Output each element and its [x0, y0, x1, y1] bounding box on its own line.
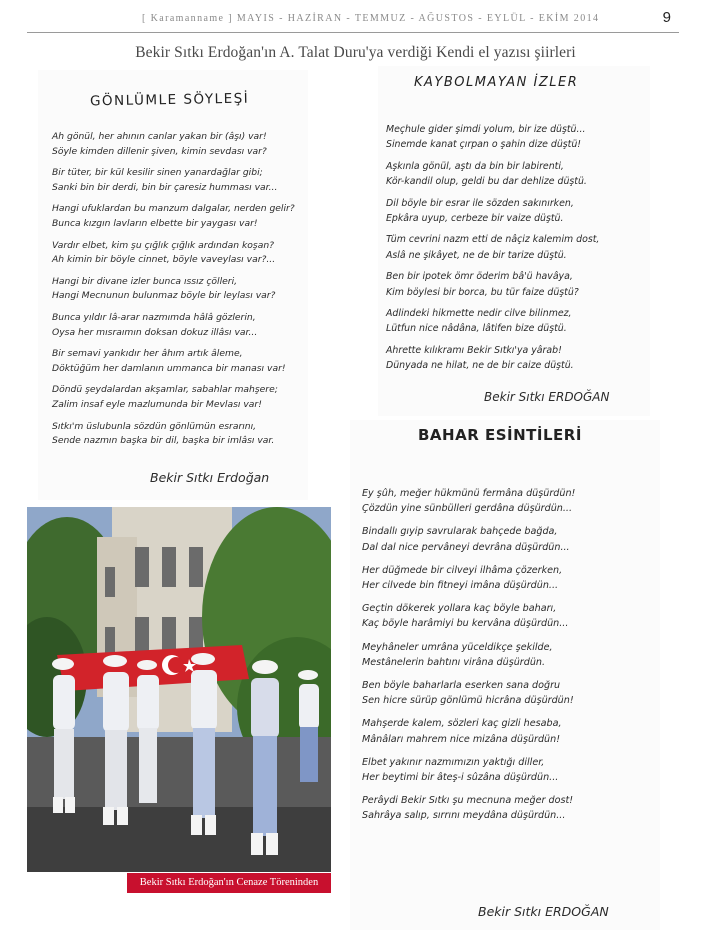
poem2-title: KAYBOLMAYAN İZLER: [414, 75, 579, 90]
poem1-line: Döktüğüm her damlanın ummanca bir manası var!: [52, 362, 286, 374]
poem3-line: Ey şûh, meğer hükmünü fermâna düşürdün!: [362, 488, 576, 499]
poem3-line: Her beytimi bir âteş-i sûzâna düşürdün...: [362, 772, 559, 784]
poem3-line: Elbet yakınır nazmımızın yaktığı diller,: [362, 756, 545, 768]
poem2-line: Kör-kandil olup, geldi bu dar dehlize düştü.: [386, 176, 587, 188]
poem1-line: Döndü şeydalardan akşamlar, sabahlar mahşere;: [52, 384, 278, 396]
poem3-line: Kaç böyle harâmiyi bu kervâna düşürdün...: [362, 618, 569, 630]
poem3-line: Bindallı gıyip savrularak bahçede bağda,: [362, 526, 558, 538]
poem3-line: Ben böyle baharlarla eserken sana doğru: [362, 680, 561, 692]
poem3-line: Her düğmede bir cilveyi ilhâma çözerken,: [362, 564, 563, 576]
poem2-line: Lütfun nice nâdâna, lâtifen bize düştü.: [386, 323, 567, 335]
running-header: [27, 10, 679, 33]
poem3-line: Mahşerde kalem, sözleri kaç gizli hesaba,: [362, 718, 562, 730]
poem2-line: Aslâ ne şikâyet, ne de bir tarize düştü.: [386, 249, 567, 261]
poem3-line: Dal dal nice pervâneyi devrâna düşürdün...: [362, 541, 570, 553]
poem3-line: Geçtin dökerek yollara kaç böyle baharı,: [362, 603, 557, 615]
poem1-line: Sanki bin bir derdi, bin bir çaresiz humması var...: [52, 181, 278, 193]
running-head-text: [ Karamanname ] MAYIS - HAZİRAN - TEMMUZ - AĞUSTOS - EYLÜL - EKİM 2014: [142, 13, 600, 24]
poem3-line: Mestânelerin bahtını virâna düşürdün.: [362, 656, 546, 668]
poem2-line: Sinemde kanat çırpan o şahin dize düştü!: [386, 139, 582, 151]
poem1-line: Zalim insaf eyle mazlumunda bir Mevlası var!: [52, 398, 262, 410]
funeral-photo: [27, 507, 331, 872]
poem3-line: Sahrâya salıp, sırrını meydâna düşürdün...: [362, 810, 566, 822]
poem1-line: Söyle kimden dillenir şiven, kimin sevdası var?: [52, 145, 267, 157]
poem1-line: Hangi Mecnunun bulunmaz böyle bir leylası var?: [52, 290, 276, 302]
poem1-line: Hangi ufuklardan bu manzum dalgalar, nerden gelir?: [52, 203, 295, 215]
poem2-lines: [386, 122, 599, 374]
funeral-scene-illustration: [27, 507, 331, 872]
poem3-line: Her cilvede bin fitneyi imâna düşürdün...: [362, 580, 559, 592]
poem3-line: Çözdün yine sünbülleri gerdâna düşürdün...: [362, 503, 573, 515]
poem2-line: Ben bir ipotek ömr öderim bâ'ü havâya,: [386, 271, 573, 283]
poem1-line: Sende nazmın başka bir dil, başka bir imlâsı var.: [52, 435, 275, 447]
poem3-line: Sen hicre sürüp gönlümü hicrâna düşürdün!: [362, 695, 574, 707]
poem1-title: GÖNLÜMLE SÖYLEŞİ: [89, 90, 250, 110]
poem2-line: Dil böyle bir esrar ile sözden sakınırken,: [386, 197, 574, 209]
poem1-line: Bunca kızgın lavların elbette bir yaygası var!: [52, 217, 258, 229]
poem2-line: Meçhule gider şimdi yolum, bir ize düştü...: [386, 124, 586, 135]
poem1-line: Bir semavi yankıdır her âhım artık âleme,: [52, 348, 243, 360]
poem3-line: Perâydi Bekir Sıtkı şu mecnuna meğer dost!: [362, 795, 574, 807]
poem3-lines: [362, 486, 575, 824]
poem1-line: Ah kimin bir böyle cinnet, böyle vaveylası var?...: [52, 254, 276, 266]
poem3-line: Mânâları mahrem nice mizâna düşürdün!: [362, 733, 561, 745]
poem3-title: BAHAR ESİNTİLERİ: [418, 426, 582, 444]
poem1-line: Hangi bir divane izler bunca ıssız çölleri,: [52, 275, 238, 287]
page-title: Bekir Sıtkı Erdoğan'ın A. Talat Duru'ya verdiği Kendi el yazısı şiirleri: [135, 44, 576, 61]
poem2-line: Dünyada ne hilat, ne de bir caize düştü.: [386, 360, 574, 372]
poem2-line: Tüm cevrini nazm etti de nâçiz kalemim dost,: [386, 234, 600, 246]
poem1-line: Bunca yıldır lâ-arar nazmımda hâlâ gözlerin,: [52, 311, 256, 323]
poem1-line: Ah gönül, her ahının canlar yakan bir (âşı) var!: [52, 131, 267, 142]
poem2-sheet: [378, 66, 650, 416]
poem2-line: Ahrette kılıkramı Bekir Sıtkı'ya yârab!: [386, 344, 562, 356]
poem1-line: Vardır elbet, kim şu çığlık çığlık ardından koşan?: [52, 239, 275, 251]
poem1-line: Oysa her mısraımın doksan dokuz illâsı var...: [52, 326, 258, 338]
poem1-signature: Bekir Sıtkı Erdoğan: [150, 470, 270, 485]
poem3-sheet: [350, 420, 660, 930]
photo-caption: Bekir Sıtkı Erdoğan'ın Cenaze Töreninden: [127, 873, 331, 893]
poem1-line: Sıtkı'm üslubunla sözdün gönlümün esrarını,: [52, 420, 257, 432]
poem3-line: Meyhâneler umrâna yüceldikçe şekilde,: [362, 641, 553, 653]
poem1-lines: [52, 130, 295, 449]
poem1-line: Bir tüter, bir kül kesilir sinen yanardağlar gibi;: [52, 167, 263, 179]
poem2-line: Adlindeki hikmette nedir cilve bilinmez,: [386, 308, 572, 320]
poem2-line: Epkâra uyup, cerbeze bir vaize düştü.: [386, 213, 564, 225]
poem2-signature: Bekir Sıtkı ERDOĞAN: [484, 390, 610, 404]
page-number: 9: [662, 9, 671, 26]
poem2-line: Kim böylesi bir borca, bu tür faize düştü?: [386, 286, 579, 298]
poem3-signature: Bekir Sıtkı ERDOĞAN: [478, 904, 609, 919]
poem1-sheet: [38, 70, 308, 500]
poem2-line: Aşkınla gönül, aştı da bin bir labirenti,: [386, 160, 564, 172]
